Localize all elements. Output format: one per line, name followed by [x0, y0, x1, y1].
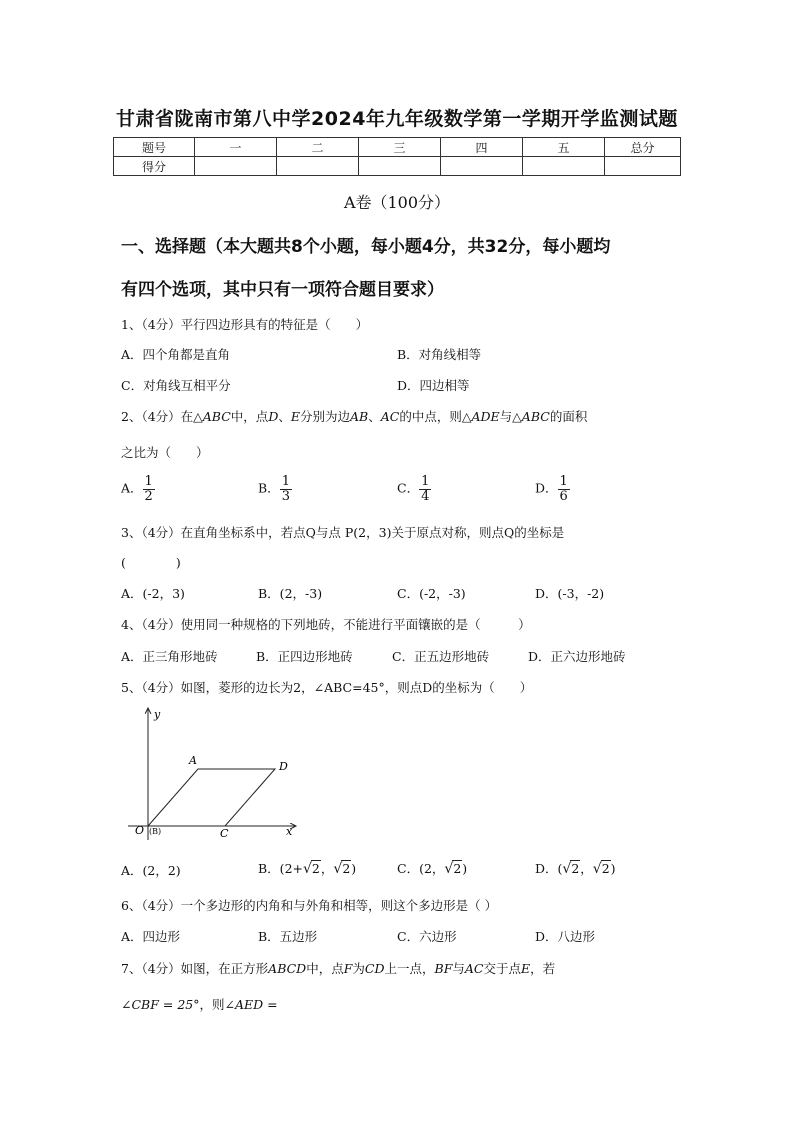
q2-text: 分别为边 [299, 409, 350, 424]
rhombus-figure [118, 700, 308, 845]
q7-text: = [263, 997, 278, 1012]
score-input-cell[interactable] [359, 157, 441, 176]
q2-text: 中，点 [230, 409, 269, 424]
q4-option-a: A．正三角形地砖 [121, 649, 218, 664]
q7-stem-line1 [121, 959, 555, 977]
point-c-label: C [220, 827, 229, 840]
radicand: 2 [571, 861, 580, 876]
q6-option-b: B．五边形 [258, 929, 318, 944]
q4-option-b: B．正四边形地砖 [256, 649, 353, 664]
q2-text: 的中点，则 [399, 409, 462, 424]
x-axis-label: x [286, 825, 293, 838]
score-input-cell[interactable] [277, 157, 359, 176]
q2-math: AB [350, 409, 369, 424]
radicand: 2 [342, 861, 351, 876]
radical-sign: √ [444, 861, 454, 877]
q7-text: ，若 [530, 961, 556, 976]
q2-math: AC [380, 409, 400, 424]
q2-text: 、 [278, 409, 291, 424]
q1-option-d: D．四边相等 [397, 378, 470, 393]
q2-option-fraction [558, 475, 570, 503]
q5-option-d [535, 859, 616, 877]
q1-option-b: B．对角线相等 [397, 347, 482, 362]
exam-title: 甘肃省陇南市第八中学2024年九年级数学第一学期开学监测试题 [116, 108, 678, 130]
q3-option-a: A．(-2，3) [121, 586, 185, 601]
q2-math: ADE [471, 409, 500, 424]
q2-option-label: A． [121, 480, 143, 496]
radical-sign: √ [562, 861, 572, 877]
fraction-numerator: 1 [144, 474, 153, 489]
rhombus-shape [148, 769, 275, 826]
q2-option-fraction [280, 475, 292, 503]
q5-text: D．( [535, 861, 563, 876]
score-header-cell: 总分 [605, 138, 681, 157]
q2-option-b [258, 475, 292, 503]
fraction-denominator: 3 [281, 488, 290, 504]
q5-option-b [258, 859, 356, 877]
section-heading-line2: 有四个选项，其中只有一项符合题目要求） [121, 280, 444, 300]
q7-stem-line2 [121, 995, 278, 1013]
score-input-cell[interactable] [605, 157, 681, 176]
point-o-label: O [135, 824, 145, 837]
radical-sign: √ [303, 861, 312, 877]
q7-math: CD [364, 961, 385, 976]
score-table [113, 137, 681, 176]
q2-option-fraction [143, 475, 155, 503]
q2-triangle-symbol: △ [193, 409, 203, 424]
q5-text: ， [320, 861, 334, 876]
q3-answer-paren: ( ) [121, 555, 181, 570]
fraction-numerator: 1 [421, 474, 430, 489]
q2-option-d [535, 475, 570, 503]
radicand: 2 [601, 861, 610, 876]
point-d-label: D [279, 760, 288, 773]
point-a-label: A [189, 754, 197, 767]
fraction-denominator: 6 [559, 488, 568, 504]
q2-math: E [290, 409, 300, 424]
q2-text: 2、（4分）在 [121, 409, 194, 424]
q2-triangle-symbol: △ [512, 409, 522, 424]
q7-text: 7、（4分）如图，在正方形 [121, 961, 269, 976]
q2-stem-line2: 之比为（ ） [121, 445, 209, 460]
q1-stem: 1、（4分）平行四边形具有的特征是（ ） [121, 317, 369, 332]
q7-text: 与 [452, 961, 465, 976]
score-input-cell[interactable] [441, 157, 523, 176]
q2-stem-line1 [121, 407, 587, 425]
q7-math: AED [234, 997, 264, 1012]
q5-text: B．(2+ [258, 861, 303, 876]
section-heading-line1: 一、选择题（本大题共8个小题，每小题4分，共32分，每小题均 [121, 237, 611, 257]
score-header-cell: 四 [441, 138, 523, 157]
radicand: 2 [311, 861, 320, 876]
q5-stem: 5、（4分）如图，菱形的边长为2，∠ABC=45°，则点D的坐标为（ ） [121, 680, 533, 695]
q7-math: F [343, 961, 353, 976]
q6-option-d: D．八边形 [535, 929, 596, 944]
q7-text: 中，点 [306, 961, 344, 976]
point-b-label: (B) [149, 827, 162, 836]
q7-math: E [521, 961, 531, 976]
q4-option-d: D．正六边形地砖 [528, 649, 626, 664]
y-axis-label: y [154, 708, 161, 721]
q1-option-c: C．对角线互相平分 [121, 378, 231, 393]
radical-sign: √ [333, 861, 343, 877]
q2-math: D [268, 409, 279, 424]
q2-math: ABC [202, 409, 231, 424]
q2-option-c [397, 475, 431, 503]
q4-option-c: C．正五边形地砖 [392, 649, 490, 664]
score-table-header-row [114, 138, 681, 157]
fraction-numerator: 1 [559, 474, 568, 489]
score-input-cell[interactable] [195, 157, 277, 176]
q5-option-c [397, 859, 467, 877]
q7-math: AC [464, 961, 484, 976]
q7-text: 交于点 [483, 961, 522, 976]
q5-text: C．(2， [397, 861, 445, 876]
q7-text: 上一点， [384, 961, 435, 976]
q4-stem: 4、（4分）使用同一种规格的下列地砖，不能进行平面镶嵌的是（ ） [121, 617, 531, 632]
q2-text: 的面积 [549, 409, 588, 424]
q5-text: ) [462, 861, 468, 876]
q5-option-a: A．(2，2) [121, 863, 181, 878]
q6-option-c: C．六边形 [397, 929, 457, 944]
score-header-cell: 一 [195, 138, 277, 157]
score-header-cell: 二 [277, 138, 359, 157]
fraction-denominator: 4 [421, 488, 430, 504]
q5-text: ) [610, 861, 616, 876]
q7-text: ，则∠ [199, 997, 235, 1012]
q7-math: ∠CBF = 25° [121, 997, 200, 1012]
volume-heading: A卷（100分） [343, 193, 451, 212]
q7-math: BF [434, 961, 453, 976]
score-header-cell: 五 [523, 138, 605, 157]
q2-option-fraction [419, 475, 431, 503]
q6-option-a: A．四边形 [121, 929, 181, 944]
q2-text: 与 [499, 409, 513, 424]
fraction-numerator: 1 [281, 474, 290, 489]
fraction-denominator: 2 [144, 488, 153, 504]
q2-option-label: B． [258, 480, 280, 496]
score-input-cell[interactable] [523, 157, 605, 176]
q3-stem: 3、（4分）在直角坐标系中，若点Q与点 P(2，3)关于原点对称，则点Q的坐标是 [121, 525, 565, 540]
q6-stem: 6、（4分）一个多边形的内角和与外角和相等，则这个多边形是（ ） [121, 898, 498, 913]
score-header-cell: 三 [359, 138, 441, 157]
q3-option-d: D．(-3，-2) [535, 586, 605, 601]
q5-text: ) [351, 861, 357, 876]
q7-math: ABCD [268, 961, 307, 976]
radical-sign: √ [592, 861, 602, 877]
q7-text: 为 [352, 961, 365, 976]
score-table-score-row [114, 157, 681, 176]
q2-triangle-symbol: △ [461, 409, 472, 424]
q1-option-a: A．四个角都是直角 [121, 347, 231, 362]
q2-option-label: C． [397, 480, 420, 496]
q2-math: ABC [521, 409, 550, 424]
q2-option-label: D． [535, 480, 558, 496]
radicand: 2 [453, 861, 462, 876]
q2-option-a [121, 475, 155, 503]
q2-text: 、 [368, 409, 381, 424]
score-row-label: 得分 [114, 157, 195, 176]
q3-option-c: C．(-2，-3) [397, 586, 466, 601]
q5-text: ， [580, 861, 593, 876]
q3-option-b: B．(2，-3) [258, 586, 323, 601]
score-header-cell: 题号 [114, 138, 195, 157]
